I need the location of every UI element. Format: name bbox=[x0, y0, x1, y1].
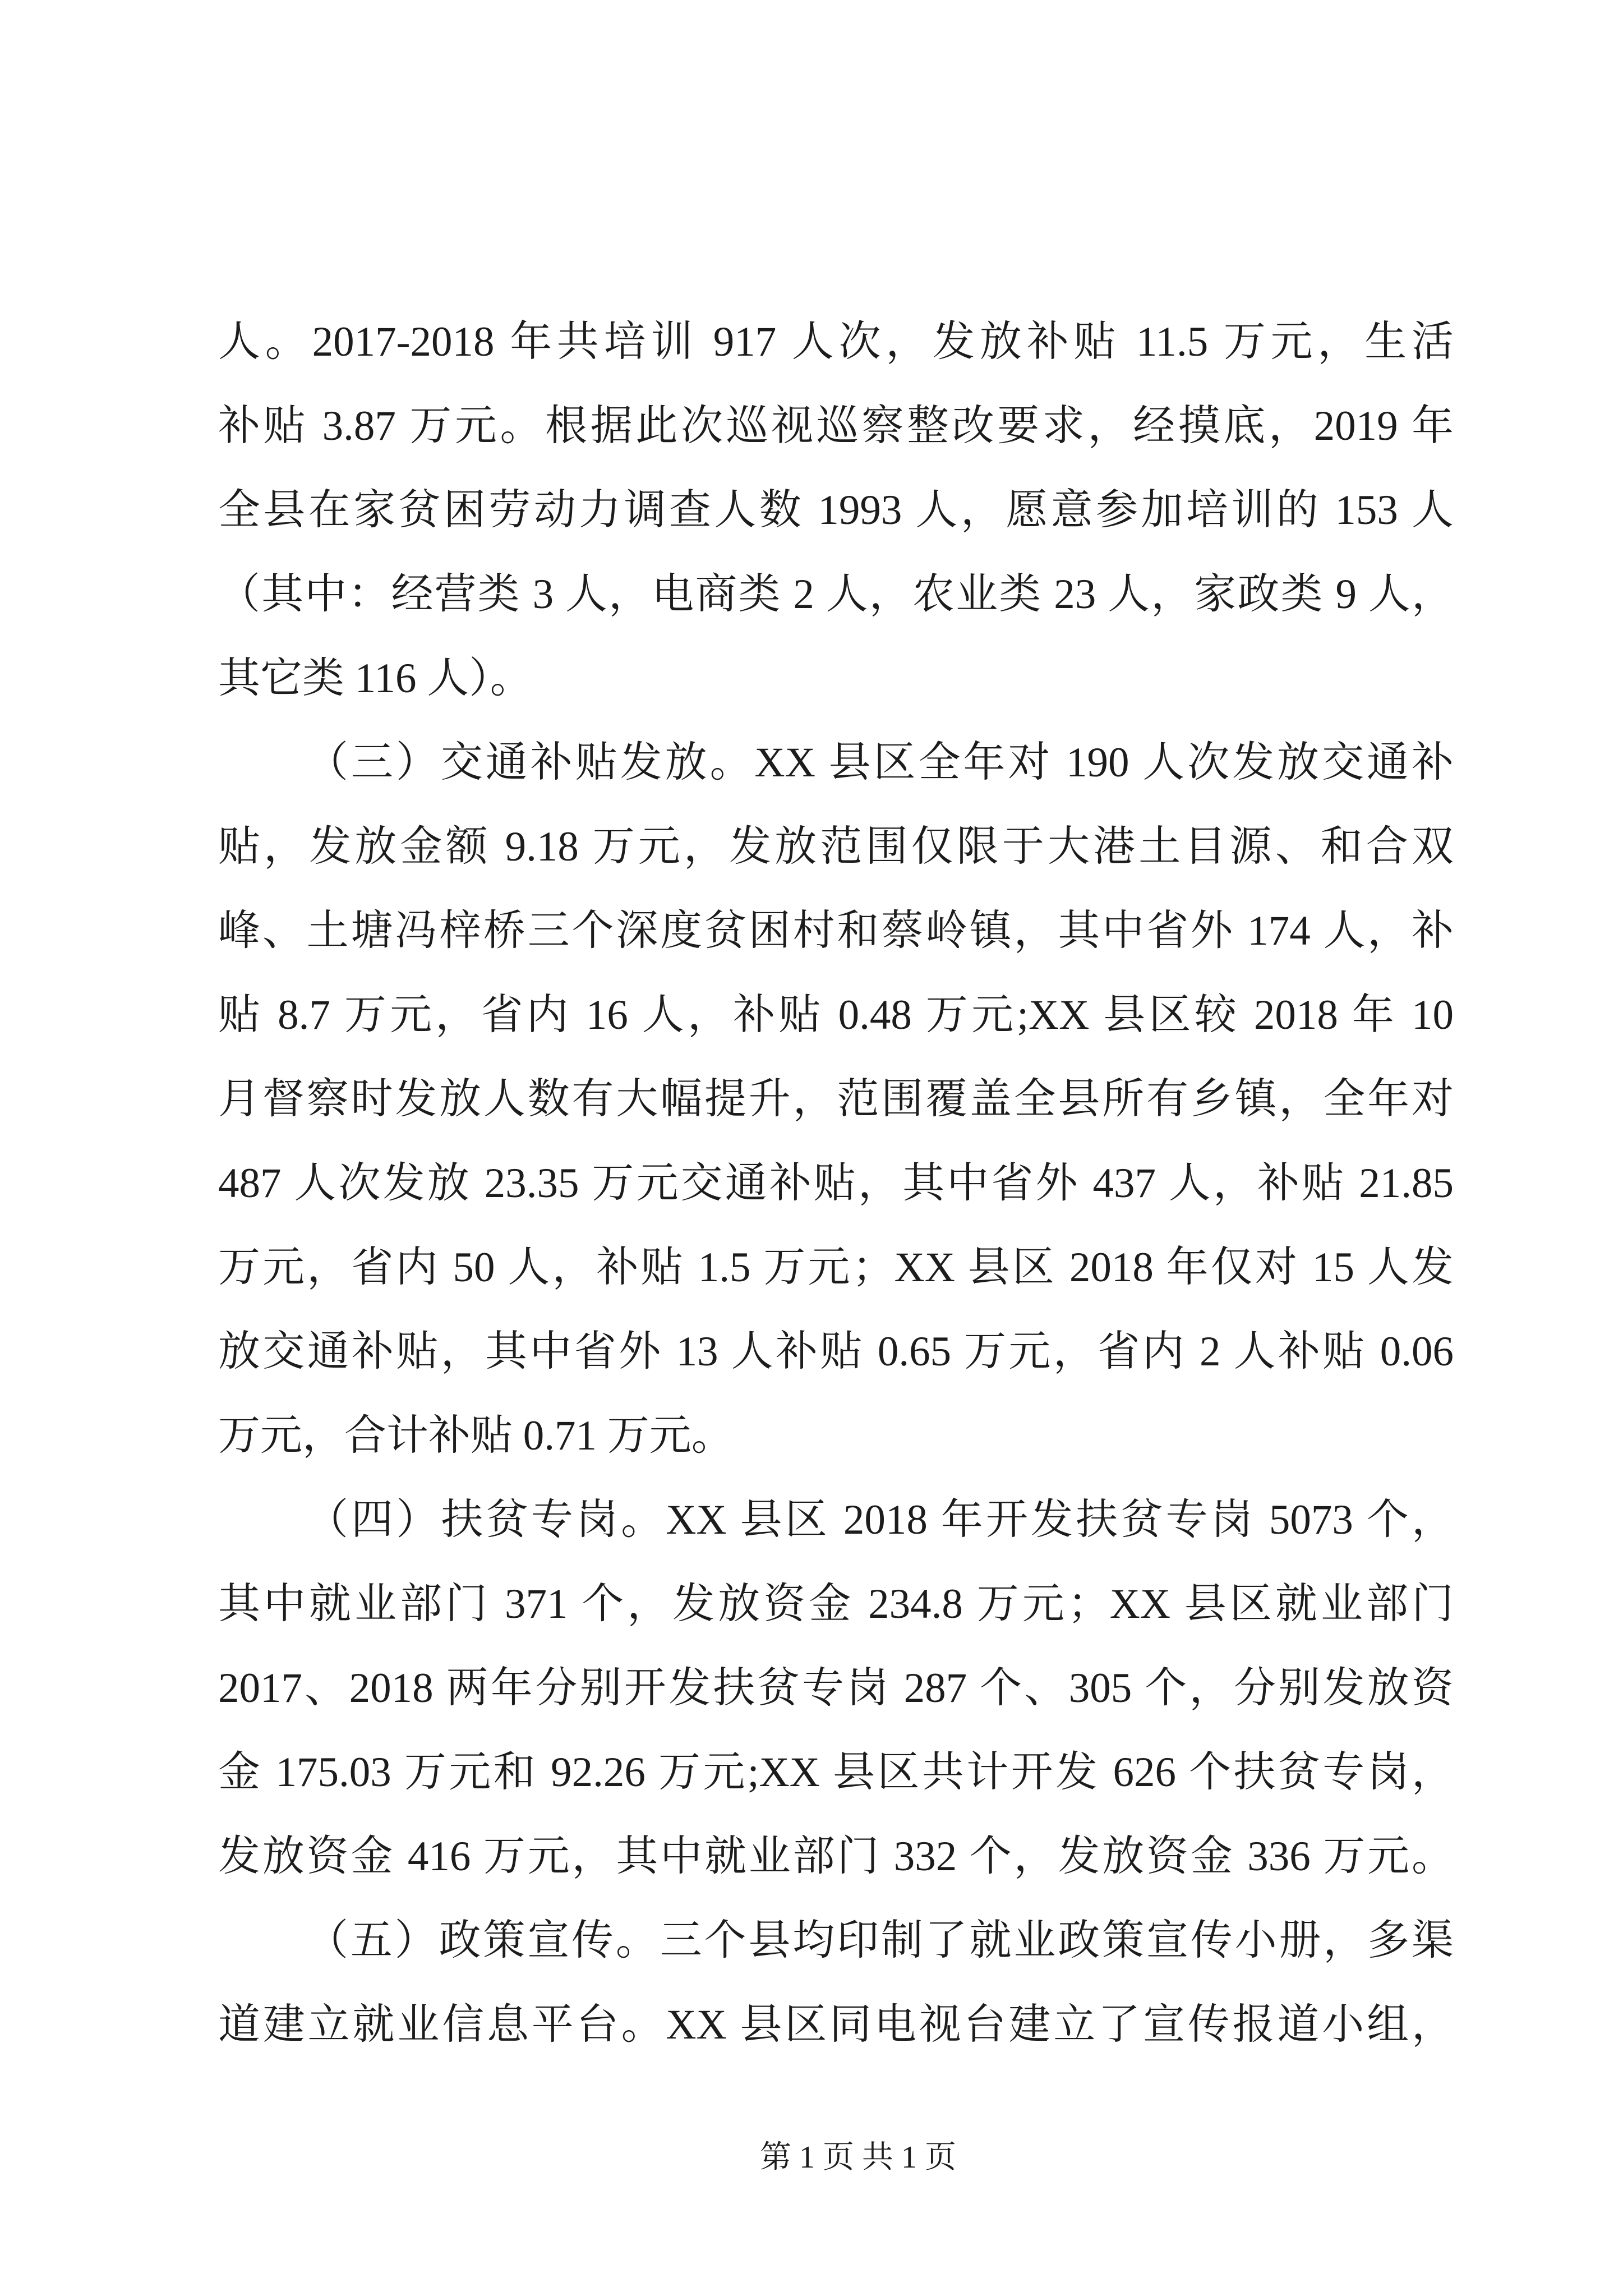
text-line: 发放资金 416 万元，其中就业部门 332 个，发放资金 336 万元。 bbox=[218, 1833, 1454, 1880]
text-line: 487 人次发放 23.35 万元交通补贴，其中省外 437 人，补贴 21.85 bbox=[218, 1160, 1454, 1207]
text-line: 其中就业部门 371 个，发放资金 234.8 万元；XX 县区就业部门 bbox=[218, 1581, 1454, 1627]
paragraph-policy-publicity bbox=[218, 1899, 1454, 2067]
text-line: 贴，发放金额 9.18 万元，发放范围仅限于大港土目源、和合双 bbox=[218, 823, 1454, 870]
text-line: （三）交通补贴发放。XX 县区全年对 190 人次发放交通补 bbox=[306, 739, 1454, 786]
text-line: 补贴 3.87 万元。根据此次巡视巡察整改要求，经摸底，2019 年 bbox=[218, 403, 1454, 449]
text-line: 其它类 116 人）。 bbox=[218, 655, 532, 702]
text-line: （四）扶贫专岗。XX 县区 2018 年开发扶贫专岗 5073 个， bbox=[306, 1497, 1454, 1543]
paragraph-transport-subsidy bbox=[218, 721, 1454, 1478]
text-line: 道建立就业信息平台。XX 县区同电视台建立了宣传报道小组， bbox=[218, 2001, 1454, 2048]
text-line: （其中：经营类 3 人，电商类 2 人，农业类 23 人，家政类 9 人， bbox=[218, 571, 1454, 618]
text-line: 人。2017-2018 年共培训 917 人次，发放补贴 11.5 万元，生活 bbox=[218, 319, 1454, 365]
text-line: 万元，省内 50 人，补贴 1.5 万元；XX 县区 2018 年仅对 15 人发 bbox=[218, 1244, 1454, 1291]
text-line: 金 175.03 万元和 92.26 万元;XX 县区共计开发 626 个扶贫专岗， bbox=[218, 1749, 1454, 1796]
text-line: （五）政策宣传。三个县均印制了就业政策宣传小册，多渠 bbox=[306, 1917, 1454, 1964]
document-body bbox=[218, 300, 1454, 2067]
text-line: 放交通补贴，其中省外 13 人补贴 0.65 万元，省内 2 人补贴 0.06 bbox=[218, 1328, 1454, 1375]
page-number-footer: 第 1 页 共 1 页 bbox=[760, 2140, 956, 2175]
text-line: 2017、2018 两年分别开发扶贫专岗 287 个、305 个，分别发放资 bbox=[218, 1665, 1454, 1711]
text-line: 峰、土塘冯梓桥三个深度贫困村和蔡岭镇，其中省外 174 人，补 bbox=[218, 908, 1454, 954]
paragraph-training-continued bbox=[218, 300, 1454, 721]
text-line: 贴 8.7 万元，省内 16 人，补贴 0.48 万元;XX 县区较 2018 年 10 bbox=[218, 992, 1454, 1038]
text-line: 全县在家贫困劳动力调查人数 1993 人，愿意参加培训的 153 人 bbox=[218, 487, 1454, 533]
text-line: 月督察时发放人数有大幅提升，范围覆盖全县所有乡镇，全年对 bbox=[218, 1076, 1454, 1122]
text-line: 万元，合计补贴 0.71 万元。 bbox=[218, 1412, 734, 1459]
paragraph-poverty-posts bbox=[218, 1478, 1454, 1899]
